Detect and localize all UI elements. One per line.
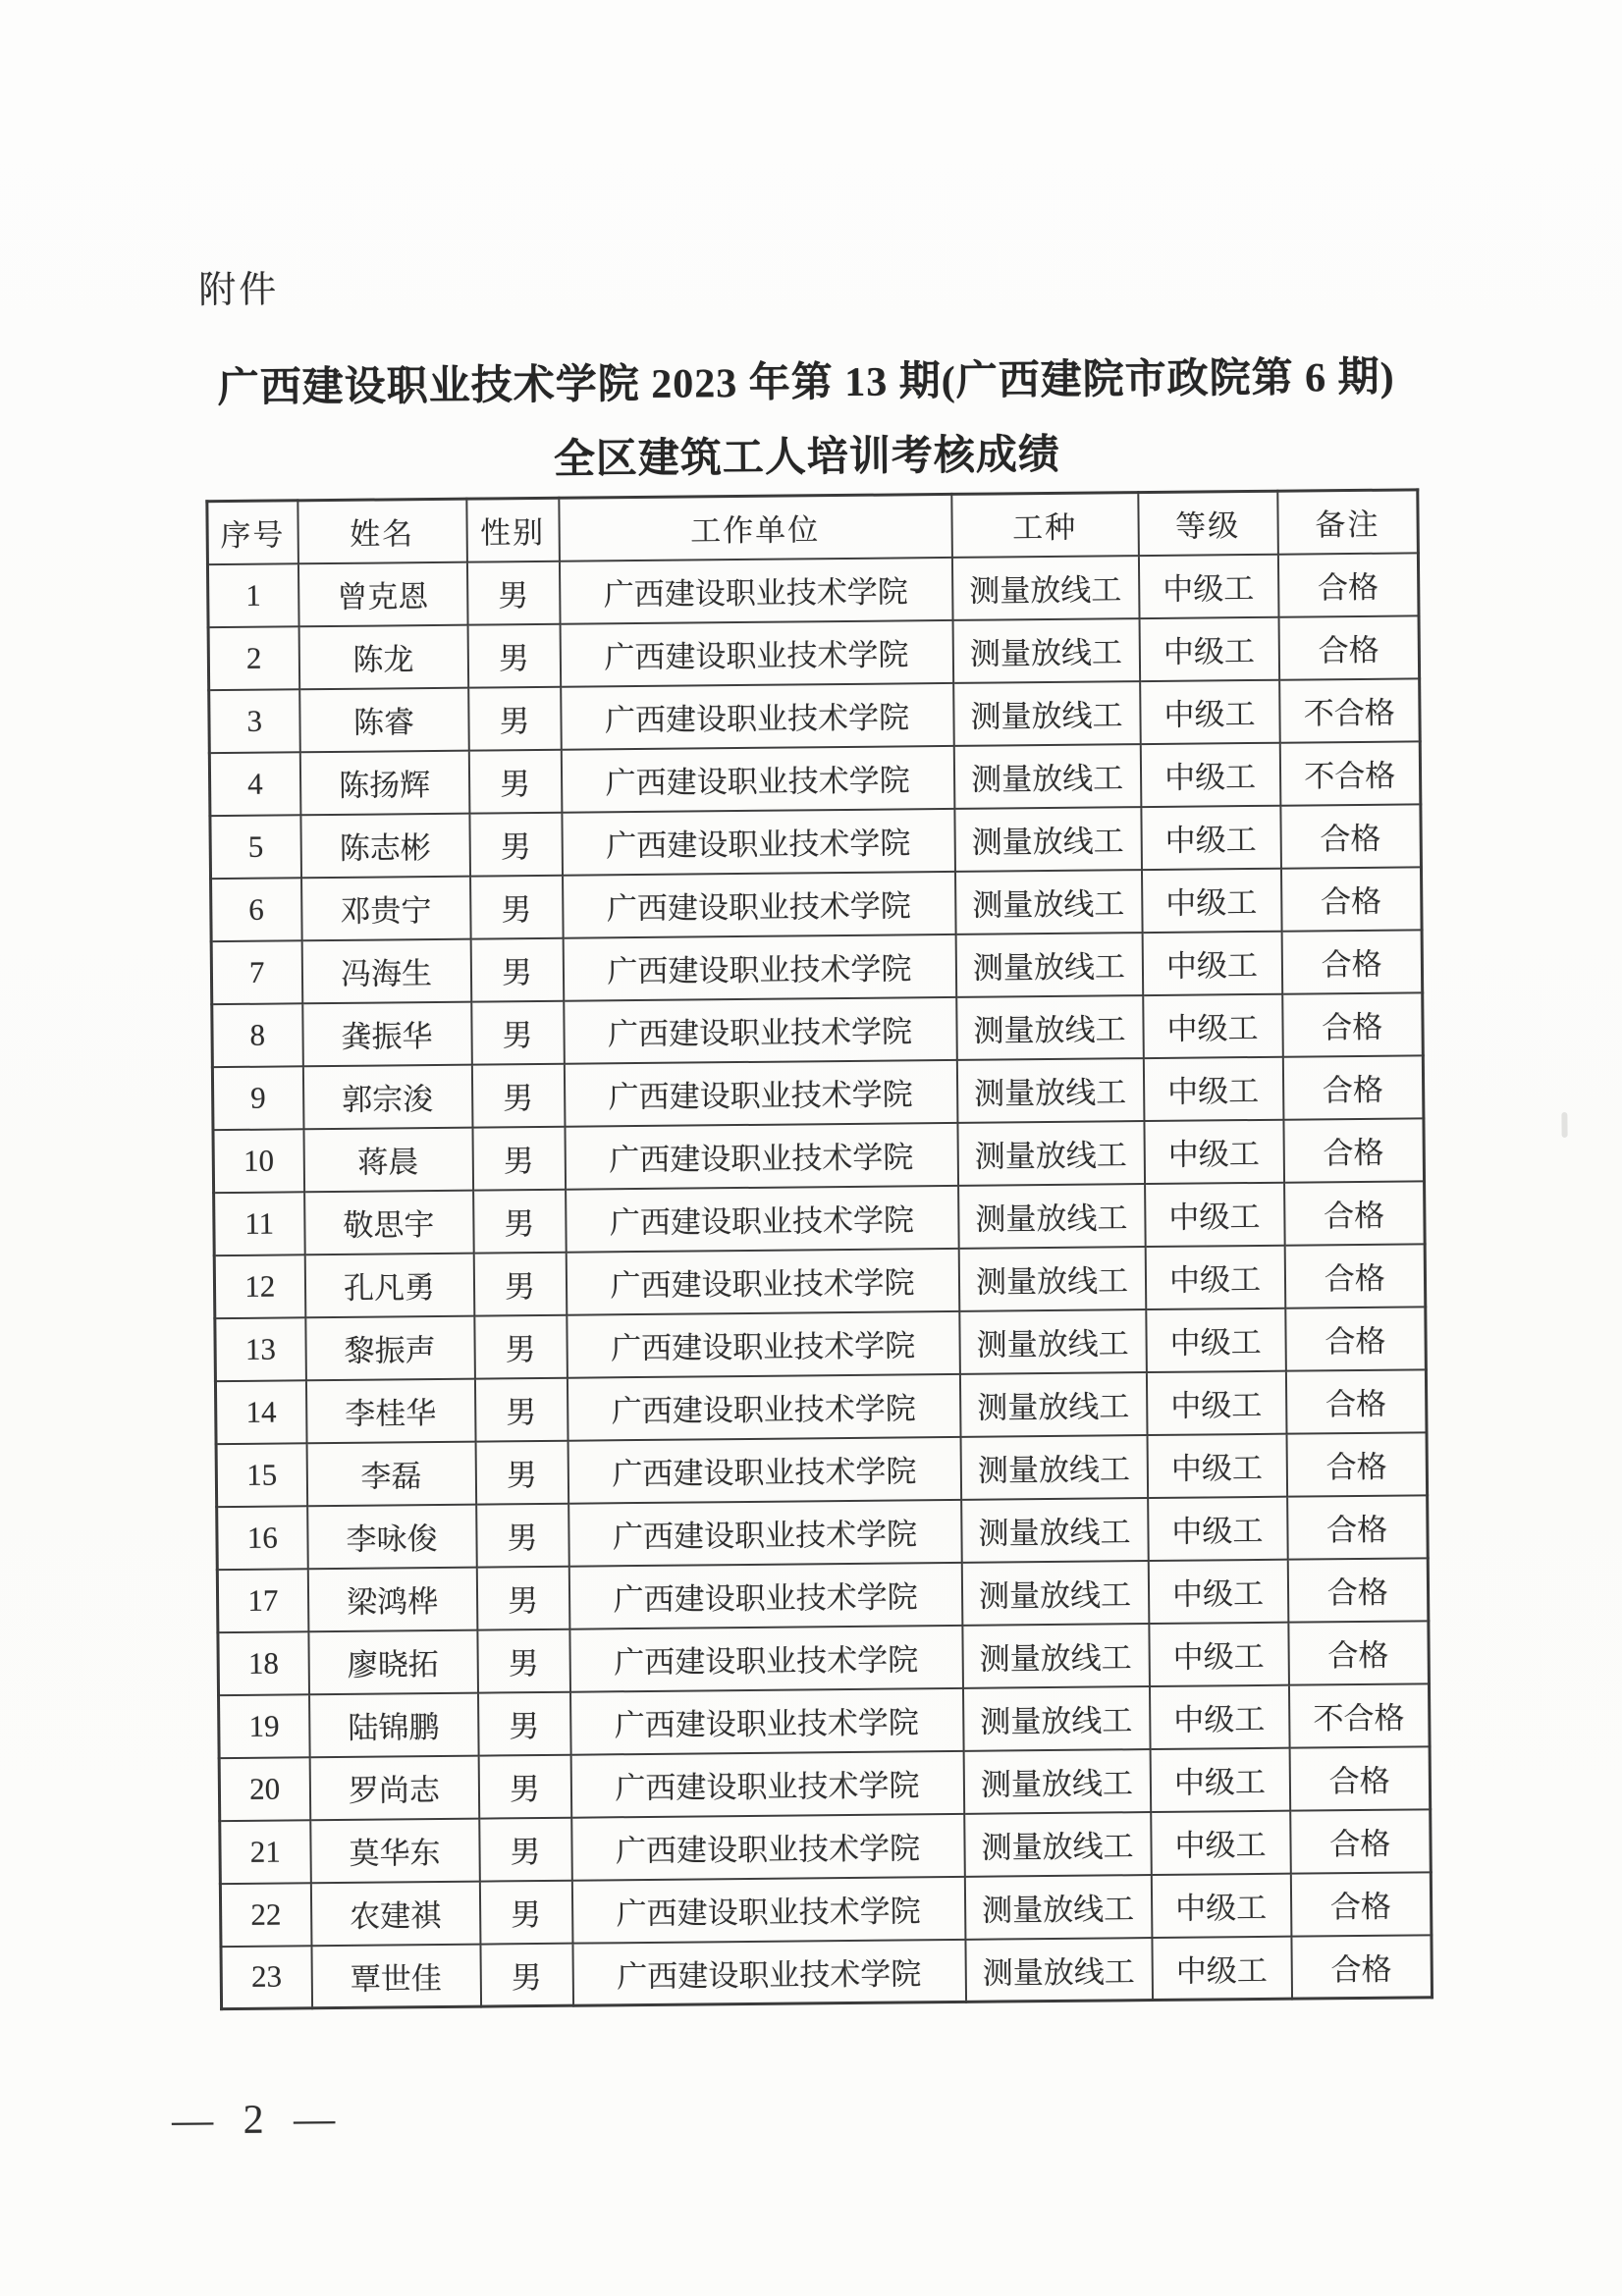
header-row: [207, 490, 1419, 564]
table-row: [207, 553, 1419, 627]
cell-remark: 合格: [1278, 615, 1420, 679]
cell-index: 11: [214, 1192, 305, 1255]
cell-job-type: 测量放线工: [958, 1247, 1146, 1311]
cell-remark: 合格: [1281, 930, 1423, 993]
table-row: [209, 741, 1421, 816]
cell-index: 23: [221, 1946, 312, 2009]
cell-level: 中级工: [1151, 1873, 1291, 1937]
cell-gender: 男: [479, 1880, 572, 1944]
cell-index: 21: [220, 1820, 311, 1884]
cell-remark: 合格: [1286, 1432, 1428, 1496]
cell-gender: 男: [467, 623, 561, 687]
cell-job-type: 测量放线工: [956, 1058, 1144, 1123]
cell-work-unit: 广西建设职业技术学院: [568, 1436, 961, 1503]
cell-index: 1: [207, 563, 298, 627]
table-row: [221, 1935, 1433, 2009]
table-row: [212, 992, 1424, 1067]
title-line-2: 全区建筑工人培训考核成绩: [553, 432, 1061, 483]
cell-remark: 合格: [1282, 992, 1424, 1056]
cell-index: 9: [212, 1066, 303, 1130]
cell-level: 中级工: [1146, 1370, 1286, 1434]
cell-work-unit: 广西建设职业技术学院: [570, 1750, 964, 1817]
cell-job-type: 测量放线工: [959, 1372, 1147, 1437]
page-number: — 2 —: [171, 2096, 346, 2144]
cell-work-unit: 广西建设职业技术学院: [566, 1248, 959, 1314]
cell-gender: 男: [468, 749, 562, 813]
col-header-index: 序号: [207, 501, 298, 564]
cell-work-unit: 广西建设职业技术学院: [564, 1059, 957, 1126]
cell-name: 莫华东: [310, 1818, 480, 1883]
cell-job-type: 测量放线工: [964, 1812, 1152, 1877]
cell-name: 李咏俊: [307, 1504, 477, 1569]
cell-name: 梁鸿桦: [307, 1567, 477, 1631]
cell-work-unit: 广西建设职业技术学院: [564, 996, 957, 1063]
cell-level: 中级工: [1140, 742, 1280, 806]
cell-name: 蒋晨: [303, 1127, 473, 1192]
table-row: [215, 1369, 1427, 1444]
cell-level: 中级工: [1141, 805, 1281, 869]
cell-index: 17: [217, 1569, 308, 1632]
cell-job-type: 测量放线工: [953, 744, 1141, 809]
cell-name: 郭宗浚: [302, 1064, 472, 1129]
cell-level: 中级工: [1150, 1747, 1290, 1811]
cell-work-unit: 广西建设职业技术学院: [565, 1122, 958, 1189]
cell-index: 3: [209, 689, 300, 753]
cell-level: 中级工: [1143, 1056, 1283, 1120]
cell-work-unit: 广西建设职业技术学院: [572, 1939, 966, 2005]
cell-work-unit: 广西建设职业技术学院: [561, 745, 954, 812]
cell-job-type: 测量放线工: [959, 1309, 1147, 1374]
cell-job-type: 测量放线工: [964, 1875, 1152, 1940]
cell-name: 陆锦鹏: [309, 1692, 479, 1757]
cell-job-type: 测量放线工: [954, 870, 1142, 934]
cell-level: 中级工: [1144, 1119, 1284, 1183]
cell-index: 5: [210, 815, 301, 879]
table-row: [208, 615, 1420, 690]
cell-remark: 合格: [1287, 1495, 1429, 1559]
cell-level: 中级工: [1152, 1936, 1292, 2000]
cell-gender: 男: [476, 1503, 569, 1567]
table-row: [217, 1495, 1429, 1570]
cell-name: 邓贵宁: [301, 876, 471, 940]
cell-remark: 不合格: [1279, 741, 1421, 805]
cell-remark: 合格: [1277, 553, 1419, 616]
table-body: [207, 553, 1432, 2009]
cell-work-unit: 广西建设职业技术学院: [559, 557, 952, 623]
cell-level: 中级工: [1149, 1684, 1289, 1748]
cell-remark: 合格: [1284, 1244, 1426, 1308]
table-row: [218, 1621, 1430, 1695]
cell-gender: 男: [470, 937, 564, 1001]
cell-level: 中级工: [1143, 993, 1283, 1057]
col-header-level: 等级: [1138, 491, 1278, 555]
table-row: [214, 1181, 1426, 1255]
cell-gender: 男: [474, 1314, 568, 1378]
cell-gender: 男: [471, 1000, 565, 1064]
table-row: [209, 678, 1421, 753]
cell-gender: 男: [470, 875, 564, 938]
table-row: [211, 867, 1423, 941]
cell-index: 16: [217, 1506, 308, 1570]
cell-job-type: 测量放线工: [956, 995, 1144, 1060]
cell-job-type: 测量放线工: [962, 1624, 1150, 1688]
cell-name: 陈志彬: [300, 813, 470, 878]
cell-name: 覃世佳: [311, 1944, 481, 2008]
cell-index: 22: [220, 1883, 311, 1947]
cell-index: 4: [209, 752, 300, 816]
cell-name: 廖晓拓: [308, 1629, 478, 1694]
cell-index: 18: [218, 1631, 309, 1695]
cell-job-type: 测量放线工: [952, 618, 1140, 683]
cell-remark: 合格: [1280, 804, 1422, 868]
cell-job-type: 测量放线工: [961, 1561, 1149, 1626]
cell-index: 7: [211, 940, 302, 1004]
cell-gender: 男: [473, 1189, 567, 1253]
cell-gender: 男: [469, 812, 563, 876]
table-row: [214, 1244, 1426, 1318]
cell-work-unit: 广西建设职业技术学院: [567, 1310, 960, 1377]
table-row: [215, 1307, 1427, 1381]
table-row: [210, 804, 1422, 879]
cell-gender: 男: [471, 1063, 565, 1127]
cell-work-unit: 广西建设职业技术学院: [568, 1499, 962, 1566]
cell-gender: 男: [473, 1252, 567, 1315]
col-header-work-unit: 工作单位: [559, 494, 952, 561]
cell-job-type: 测量放线工: [962, 1686, 1150, 1751]
table-row: [219, 1683, 1431, 1758]
cell-name: 龚振华: [302, 1001, 472, 1066]
table-row: [219, 1746, 1431, 1821]
cell-name: 李桂华: [305, 1378, 475, 1443]
cell-job-type: 测量放线工: [955, 933, 1143, 997]
cell-remark: 合格: [1290, 1809, 1432, 1873]
cell-remark: 合格: [1285, 1369, 1427, 1433]
cell-index: 20: [219, 1757, 310, 1821]
cell-job-type: 测量放线工: [951, 556, 1139, 620]
cell-name: 冯海生: [301, 938, 471, 1003]
cell-name: 罗尚志: [309, 1755, 479, 1820]
cell-job-type: 测量放线工: [957, 1121, 1145, 1186]
results-table: [205, 488, 1433, 2010]
cell-work-unit: 广西建设职业技术学院: [566, 1185, 959, 1252]
cell-gender: 男: [474, 1377, 568, 1441]
scan-artifact: [1561, 1112, 1567, 1138]
cell-work-unit: 广西建设职业技术学院: [569, 1687, 963, 1754]
cell-job-type: 测量放线工: [965, 1938, 1153, 2002]
cell-level: 中级工: [1146, 1308, 1286, 1371]
cell-level: 中级工: [1151, 1810, 1291, 1874]
cell-index: 10: [213, 1129, 304, 1193]
cell-job-type: 测量放线工: [953, 681, 1141, 746]
cell-index: 8: [212, 1003, 303, 1067]
cell-gender: 男: [475, 1440, 568, 1504]
cell-index: 12: [214, 1255, 305, 1318]
table-row: [212, 1055, 1424, 1130]
cell-index: 15: [216, 1443, 307, 1507]
cell-remark: 不合格: [1288, 1683, 1430, 1747]
cell-work-unit: 广西建设职业技术学院: [569, 1625, 963, 1691]
cell-remark: 合格: [1284, 1181, 1426, 1245]
attachment-label: 附件: [198, 269, 280, 312]
cell-gender: 男: [477, 1629, 570, 1692]
cell-name: 曾克恩: [297, 561, 467, 626]
table-row: [211, 930, 1423, 1004]
cell-remark: 合格: [1288, 1621, 1430, 1684]
cell-remark: 合格: [1283, 1118, 1425, 1182]
cell-gender: 男: [466, 561, 560, 624]
cell-level: 中级工: [1139, 616, 1279, 680]
cell-gender: 男: [476, 1566, 569, 1629]
cell-work-unit: 广西建设职业技术学院: [571, 1813, 965, 1880]
cell-work-unit: 广西建设职业技术学院: [571, 1876, 965, 1943]
cell-name: 李磊: [306, 1441, 476, 1506]
cell-index: 14: [215, 1380, 306, 1444]
cell-gender: 男: [478, 1691, 571, 1755]
cell-name: 陈龙: [298, 624, 468, 689]
cell-work-unit: 广西建设职业技术学院: [563, 934, 956, 1000]
cell-work-unit: 广西建设职业技术学院: [567, 1373, 960, 1440]
cell-name: 农建祺: [310, 1881, 480, 1946]
cell-remark: 合格: [1291, 1935, 1433, 1999]
cell-name: 敬思宇: [304, 1190, 474, 1255]
cell-remark: 合格: [1290, 1872, 1432, 1936]
cell-remark: 合格: [1287, 1558, 1429, 1622]
cell-index: 19: [219, 1694, 310, 1758]
cell-level: 中级工: [1141, 868, 1281, 932]
cell-name: 孔凡勇: [304, 1253, 474, 1317]
cell-gender: 男: [472, 1126, 566, 1190]
cell-job-type: 测量放线工: [954, 807, 1142, 872]
cell-work-unit: 广西建设职业技术学院: [560, 619, 953, 686]
cell-work-unit: 广西建设职业技术学院: [563, 871, 956, 937]
cell-remark: 不合格: [1279, 678, 1421, 742]
table-row: [220, 1872, 1432, 1947]
cell-level: 中级工: [1142, 931, 1282, 994]
cell-remark: 合格: [1285, 1307, 1427, 1370]
cell-job-type: 测量放线工: [963, 1749, 1151, 1814]
table-row: [217, 1558, 1429, 1632]
cell-level: 中级工: [1147, 1433, 1287, 1497]
cell-work-unit: 广西建设职业技术学院: [561, 682, 954, 749]
cell-name: 陈扬辉: [299, 750, 469, 815]
cell-name: 陈睿: [299, 687, 469, 752]
col-header-name: 姓名: [297, 499, 467, 563]
document-title: [0, 338, 1618, 503]
cell-level: 中级工: [1148, 1496, 1288, 1560]
cell-job-type: 测量放线工: [958, 1184, 1146, 1249]
cell-gender: 男: [468, 686, 562, 750]
cell-level: 中级工: [1140, 679, 1280, 743]
cell-gender: 男: [480, 1943, 573, 2006]
title-line-1: 广西建设职业技术学院 2023 年第 13 期(广西建院市政院第 6 期): [217, 354, 1395, 412]
table-row: [216, 1432, 1428, 1507]
cell-work-unit: 广西建设职业技术学院: [568, 1562, 962, 1629]
cell-remark: 合格: [1280, 867, 1422, 931]
cell-gender: 男: [479, 1817, 572, 1881]
cell-index: 2: [208, 626, 299, 690]
cell-level: 中级工: [1145, 1182, 1285, 1246]
cell-level: 中级工: [1145, 1245, 1285, 1308]
cell-job-type: 测量放线工: [961, 1498, 1149, 1563]
col-header-remark: 备注: [1277, 490, 1419, 554]
col-header-job-type: 工种: [951, 493, 1139, 558]
cell-remark: 合格: [1282, 1055, 1424, 1119]
cell-level: 中级工: [1148, 1559, 1288, 1623]
table-row: [213, 1118, 1425, 1193]
cell-index: 13: [215, 1317, 306, 1381]
cell-remark: 合格: [1289, 1746, 1431, 1810]
cell-level: 中级工: [1138, 554, 1278, 617]
table-row: [220, 1809, 1432, 1884]
cell-name: 黎振声: [305, 1315, 475, 1380]
col-header-gender: 性别: [466, 498, 560, 561]
cell-job-type: 测量放线工: [960, 1435, 1148, 1500]
cell-work-unit: 广西建设职业技术学院: [562, 808, 955, 875]
cell-level: 中级工: [1149, 1622, 1289, 1685]
cell-gender: 男: [478, 1754, 571, 1818]
cell-index: 6: [211, 878, 302, 941]
